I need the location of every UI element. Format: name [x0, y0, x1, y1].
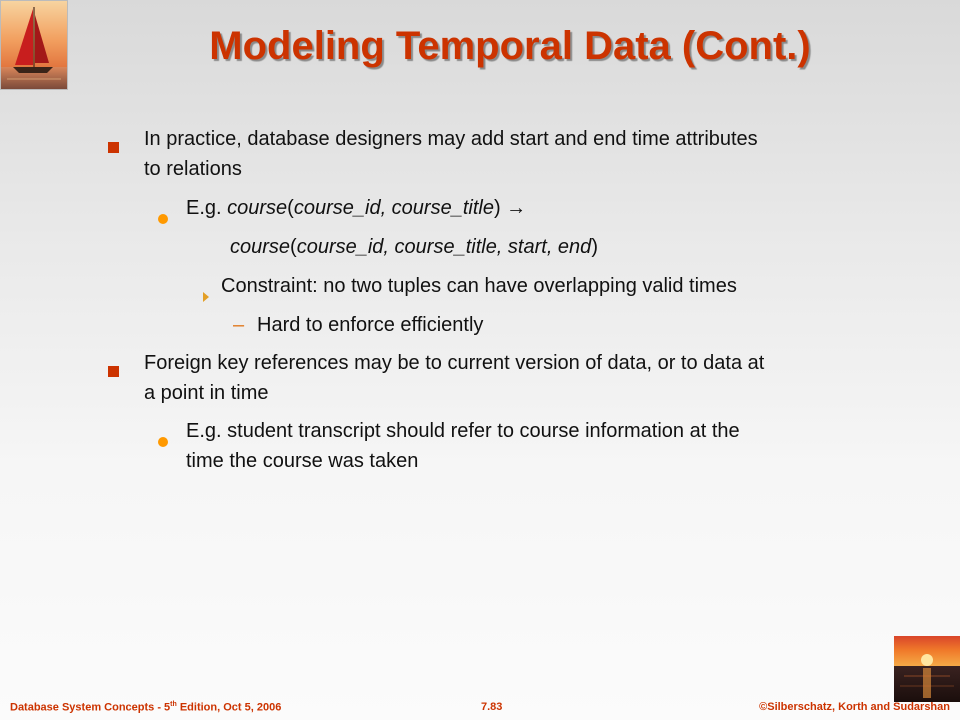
bullet-text: In practice, database designers may add start and end time attributes — [144, 128, 758, 150]
list-item — [233, 310, 917, 340]
round-bullet-icon — [158, 426, 168, 456]
slide-footer — [0, 700, 960, 720]
square-bullet-icon — [108, 132, 119, 162]
paren: ) — [493, 197, 507, 219]
example-text — [230, 232, 910, 262]
bullet-text: Hard to enforce efficiently — [257, 314, 484, 336]
page-number: 7.83 — [481, 701, 503, 713]
dash-bullet-icon: – — [233, 314, 245, 336]
sunset-image — [894, 636, 960, 702]
bullet-text: to relations — [144, 158, 242, 180]
slide-title: Modeling Temporal Data (Cont.) — [209, 24, 811, 68]
bullet-text: a point in time — [144, 382, 269, 404]
list-item — [186, 193, 906, 223]
relation-name: course — [227, 197, 288, 219]
list-item — [221, 271, 921, 301]
example-text — [186, 193, 906, 223]
round-bullet-icon — [158, 203, 168, 233]
arrow-right-icon: → — [506, 197, 527, 219]
relation-attributes: course_id, course_title, start, end — [296, 236, 592, 258]
footer-book-info — [10, 701, 281, 714]
list-item — [144, 348, 924, 408]
relation-attributes: course_id, course_title — [293, 197, 494, 219]
relation-name: course — [230, 236, 291, 258]
list-item — [230, 232, 910, 262]
footer-copyright: ©Silberschatz, Korth and Sudarshan — [759, 701, 950, 713]
triangle-bullet-icon — [203, 281, 209, 311]
list-item — [186, 416, 906, 476]
paren: ( — [290, 236, 297, 258]
list-item — [144, 124, 904, 184]
paren: ( — [287, 197, 294, 219]
bullet-text: time the course was taken — [186, 450, 419, 472]
footer-book-title: Database System Concepts - 5 — [10, 701, 171, 714]
example-prefix: E.g. — [186, 197, 228, 219]
square-bullet-icon — [108, 356, 119, 386]
sailboat-image — [0, 0, 68, 90]
bullet-text: Foreign key references may be to current version of data, or to data at — [144, 352, 765, 374]
bullet-text: E.g. student transcript should refer to course information at the — [186, 420, 740, 442]
footer-edition-suffix: th — [170, 701, 177, 708]
bullet-text: Constraint: no two tuples can have overlapping valid times — [221, 275, 737, 297]
footer-edition-date: Edition, Oct 5, 2006 — [176, 701, 282, 714]
paren: ) — [591, 236, 598, 258]
